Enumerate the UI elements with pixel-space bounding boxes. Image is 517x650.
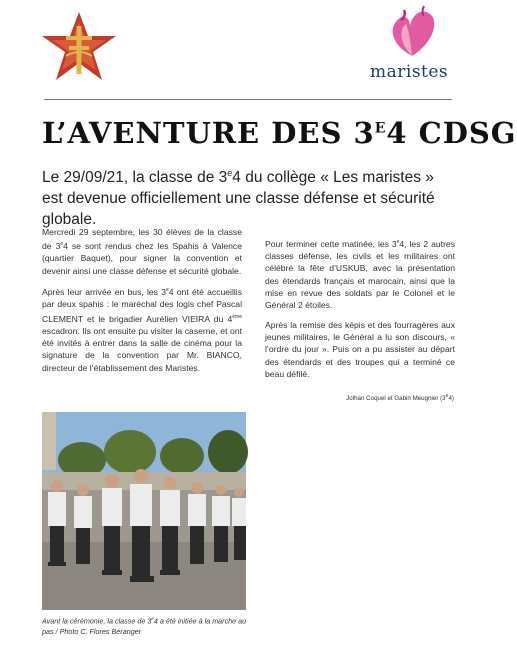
header-divider — [44, 99, 452, 100]
cross-star-emblem-icon — [40, 10, 118, 82]
paragraph: Mercredi 29 septembre, les 30 élèves de la classe de 3e4 se sont rendus chez les Spahis à Valence (quartier Baquet), pour signer la convention et devenir ainsi une classe défense et sécurité globale. — [42, 227, 242, 276]
brand-wordmark: maristes — [370, 62, 449, 82]
paragraph: Après leur arrivée en bus, les 3e4 ont été accueillis par deux spahis : le maréchal des logis chef Pascal CLEMENT et le brigadier Aurélien VIEIRA du 4ème escadron. Ils ont ensuite pu visiter la caserne, et ont été invités à entrer dans la salle de cinéma pour la signature de la convention par Mr. BIANCO, directeur de l’établissement des Maristes. — [42, 286, 242, 373]
ceremony-photo — [42, 412, 246, 610]
article-column-left — [42, 226, 242, 381]
paragraph: Après la remise des képis et des fourragères aux jeunes militaires, le Général a lu son discours, « l’ordre du jour ». Puis on a pu assister au départ des étendards et des troupes qui a terminé ce beau défilé. — [265, 319, 455, 379]
article-title: L’AVENTURE DES $3^E4$ CDSG — [42, 116, 517, 150]
paragraph: Pour terminer cette matinée, les 3e4, les 2 autres classes défense, les civils et les militaires ont célébré la fête d’USKUB, avec la présentation des étendards français et marocain, ainsi que la mise en revue des soldats par le Colonel et le Général 2 étoiles. — [265, 238, 456, 311]
article-lead: Le 29/09/21, la classe de 3e4 du collège « Les maristes » est devenue officiellement une classe défense et sécurité globale. — [42, 168, 435, 229]
author-signature: Jolhan Coquel et Gabin Meugnier (3e4) — [346, 393, 454, 403]
article-column-right — [265, 236, 455, 387]
photo-caption: Avant la cérémonie, la classe de 3e4 a été initiée à la marche au pas / Photo C. Flores Béranger — [42, 616, 247, 636]
